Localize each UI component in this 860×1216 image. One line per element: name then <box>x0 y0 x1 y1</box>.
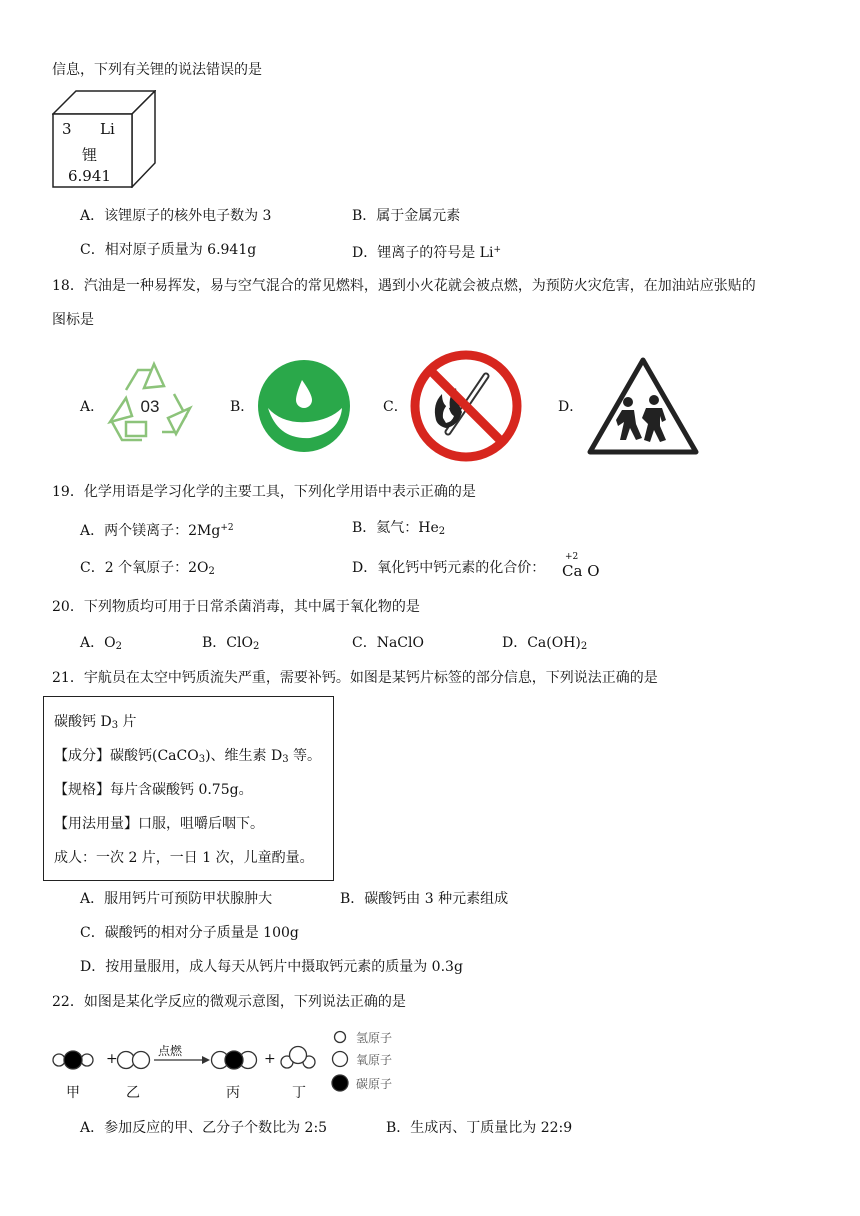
label-line-3: 【规格】每片含碳酸钙 0.75g。 <box>54 782 253 798</box>
label-yi: 乙 <box>126 1085 140 1101</box>
reaction-condition: 点燃 <box>158 1044 183 1058</box>
q19-option-b: B．氦气：$He_2$ <box>352 520 446 537</box>
label-line-2: 【成分】碳酸钙(CaCO$_3$)、维生素 $D_3$ 等。 <box>54 748 322 765</box>
q18-stem-line1: 18．汽油是一种易挥发，易与空气混合的常见燃料，遇到小火花就会被点燃，为预防火灾危害，在加油站应张贴的 <box>52 278 756 294</box>
q19-option-c: C．2 个氧原子：$2O_2$ <box>80 560 215 577</box>
q20-stem: 20．下列物质均可用于日常杀菌消毒，其中属于氧化物的是 <box>52 599 420 615</box>
q20-option-a: A．$O_2$ <box>80 635 122 652</box>
atomic-number: 3 <box>62 120 72 138</box>
legend-hydrogen: 氢原子 <box>356 1031 393 1045</box>
q22-option-b: B．生成丙、丁质量比为 22:9 <box>386 1120 573 1136</box>
q18-stem-line2: 图标是 <box>52 312 94 328</box>
q18-option-b-label: B． <box>230 399 255 415</box>
q21-option-d: D．按用量服用，成人每天从钙片中摄取钙元素的质量为 0.3g <box>80 959 463 975</box>
q17-option-c: C．相对原子质量为 6.941g <box>80 242 257 258</box>
water-saving-icon <box>256 358 352 454</box>
valence-formula <box>562 552 602 582</box>
legend-oxygen: 氧原子 <box>356 1053 393 1067</box>
q17-option-a: A．该锂原子的核外电子数为 3 <box>80 208 272 224</box>
label-line-4: 【用法用量】口服，咀嚼后咽下。 <box>54 816 264 832</box>
q19-stem: 19．化学用语是学习化学的主要工具，下列化学用语中表示正确的是 <box>52 484 476 500</box>
element-symbol: Li <box>100 120 115 138</box>
legend-carbon: 碳原子 <box>356 1077 393 1091</box>
calcium-oxide-formula: Ca O <box>562 562 600 580</box>
q19-option-a: A．两个镁离子：$2Mg^{+2}$ <box>80 523 234 539</box>
element-name: 锂 <box>82 146 98 164</box>
q20-option-c: C．NaClO <box>352 635 424 651</box>
q18-option-a-label: A． <box>80 399 105 415</box>
molecule-yi <box>118 1052 150 1069</box>
q20-option-b: B．ClO$_2$ <box>202 635 260 652</box>
calcium-tablet-label <box>43 696 334 881</box>
label-jia: 甲 <box>66 1085 80 1101</box>
label-line-5: 成人：一次 2 片，一日 1 次，儿童酌量。 <box>54 850 314 866</box>
q17-option-b: B．属于金属元素 <box>352 208 461 224</box>
molecule-bing <box>212 1051 257 1069</box>
q18-option-d-label: D． <box>558 399 584 415</box>
element-cell-diagram <box>52 90 156 188</box>
legend-symbols <box>332 1032 348 1092</box>
q17-option-d: D．锂离子的符号是 Li+ <box>352 245 501 261</box>
q17-stem: 信息，下列有关锂的说法错误的是 <box>52 62 262 78</box>
q20-option-d: D．$Ca(OH)_2$ <box>502 635 588 652</box>
atomic-mass: 6.941 <box>68 167 111 185</box>
q22-option-a: A．参加反应的甲、乙分子个数比为 2:5 <box>80 1120 328 1136</box>
label-line-1: 碳酸钙 $D_3$ 片 <box>54 714 137 731</box>
q21-option-c: C．碳酸钙的相对分子质量是 100g <box>80 925 299 941</box>
children-crossing-icon <box>586 356 700 456</box>
valence-mark: +2 <box>565 552 579 562</box>
plus-sign-2: + <box>264 1051 276 1067</box>
reaction-diagram <box>50 1026 450 1106</box>
label-ding: 丁 <box>292 1085 306 1101</box>
q21-stem: 21．宇航员在太空中钙质流失严重，需要补钙。如图是某钙片标签的部分信息，下列说法正确的是 <box>52 670 658 686</box>
plus-sign-1: + <box>106 1051 118 1067</box>
label-bing: 丙 <box>226 1085 240 1101</box>
q21-option-a: A．服用钙片可预防甲状腺肿大 <box>80 891 273 907</box>
no-fire-icon <box>408 348 524 464</box>
recycle-icon <box>104 358 196 450</box>
q22-stem: 22．如图是某化学反应的微观示意图，下列说法正确的是 <box>52 994 406 1010</box>
recycle-number: 03 <box>140 397 160 416</box>
molecule-jia <box>53 1051 93 1069</box>
molecule-ding <box>281 1047 315 1069</box>
q18-option-c-label: C． <box>383 399 408 415</box>
q19-option-d: D．氧化钙中钙元素的化合价： <box>352 560 546 576</box>
q21-option-b: B．碳酸钙由 3 种元素组成 <box>340 891 509 907</box>
